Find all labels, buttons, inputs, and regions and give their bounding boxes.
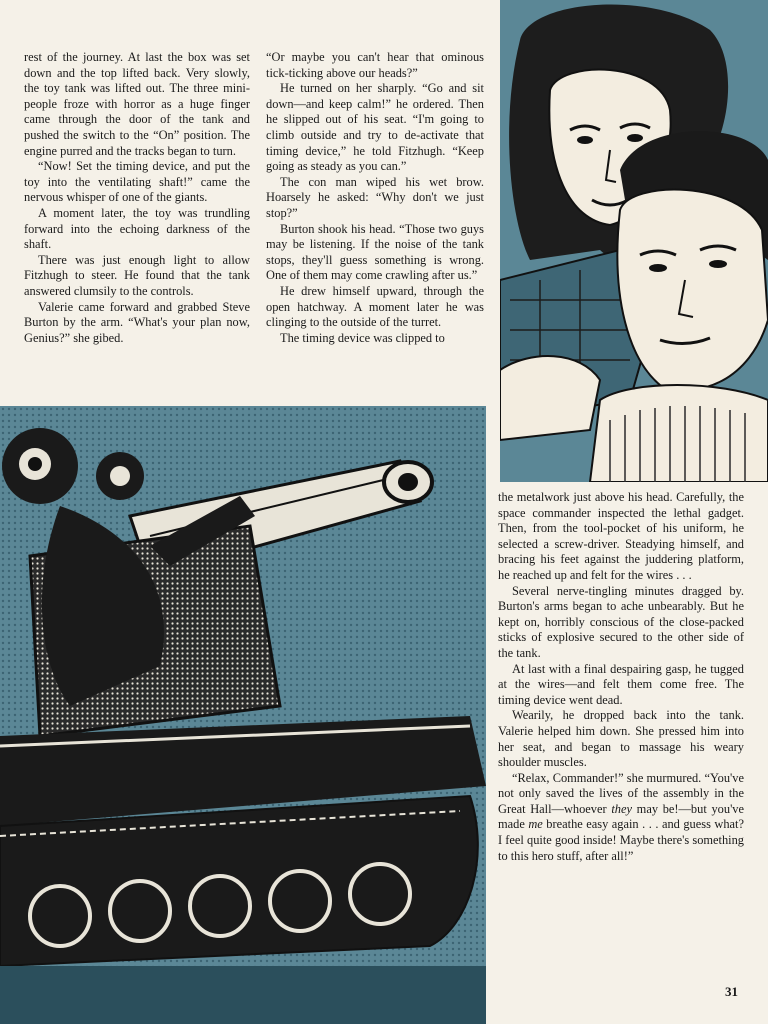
paragraph: Wearily, he dropped back into the tank. Valerie helped him down. She pressed him into her seat, and began to massage his weary shoulder muscles. [498, 708, 744, 770]
text-column-1 [24, 50, 250, 346]
paragraph: Several nerve-tingling minutes dragged by. Burton's arms began to ache unbearably. But he kept on, horribly conscious of the close-packed sticks of explosive secured to the other side of the tank. [498, 583, 744, 660]
emphasis: they [611, 801, 632, 816]
paragraph [498, 771, 744, 865]
text-column-2 [266, 50, 484, 346]
paragraph: “Now! Set the timing device, and put the toy into the ventilating shaft!” came the nervous whisper of one of the giants. [24, 159, 250, 205]
tank-illustration [0, 406, 486, 1024]
text-run: breathe easy again . . . and guess what? I feel quite good inside! Maybe there's something to this hero stuff, after all!” [498, 817, 744, 863]
text-column-3 [498, 490, 744, 864]
paragraph: The con man wiped his wet brow. Hoarsely he asked: “Why don't we just stop?” [266, 174, 484, 220]
paragraph: A moment later, the toy was trundling forward into the echoing darkness of the shaft. [24, 205, 250, 252]
paragraph: Burton shook his head. “Those two guys may be listening. If the noise of the tank stops, they'll guess something is wrong. One of them may come crawling after us.” [266, 221, 484, 283]
page-number: 31 [725, 984, 738, 999]
text-run: may be!—but you've made [498, 801, 744, 832]
text-run: “Relax, Commander!” she murmured. “You've not only saved the lives of the assembly in the Great Hall—whoever [498, 770, 744, 816]
portrait-illustration-art [500, 0, 768, 482]
paragraph: At last with a final despairing gasp, he tugged at the wires—and felt them come free. The timing device went dead. [498, 661, 744, 707]
paragraph: He turned on her sharply. “Go and sit down—and keep calm!” he ordered. Then he slipped out of his seat. “I'm going to climb outside and try to de-activate that timing device,” he told Fitzhugh. “Keep going as steady as you can.” [266, 81, 484, 174]
paragraph: rest of the journey. At last the box was set down and the top lifted back. Very slowly, the toy tank was lifted out. The three mini-people froze with horror as a huge finger came through the door of the tank and pushed the switch to the “On” position. The engine purred and the tracks began to turn. [24, 50, 250, 158]
paragraph: “Or maybe you can't hear that ominous tick-ticking above our heads?” [266, 50, 484, 80]
emphasis: me [528, 817, 543, 832]
paragraph: the metalwork just above his head. Carefully, the space commander inspected the lethal gadget. Then, from the tool-pocket of his uniform, he selected a screw-driver. Steadying himself, and bracing his feet against the juddering platform, he reached up and felt for the wires . . . [498, 490, 744, 582]
tank-illustration-art [0, 406, 486, 1024]
paragraph: Valerie came forward and grabbed Steve Burton by the arm. “What's your plan now, Genius?” she gibed. [24, 299, 250, 345]
paragraph: The timing device was clipped to [280, 330, 445, 345]
paragraph: There was just enough light to allow Fitzhugh to steer. He found that the tank answered clumsily to the controls. [24, 252, 250, 298]
paragraph: He drew himself upward, through the open hatchway. A moment later he was clinging to the outside of the turret. [266, 283, 484, 330]
portrait-illustration [500, 0, 768, 482]
